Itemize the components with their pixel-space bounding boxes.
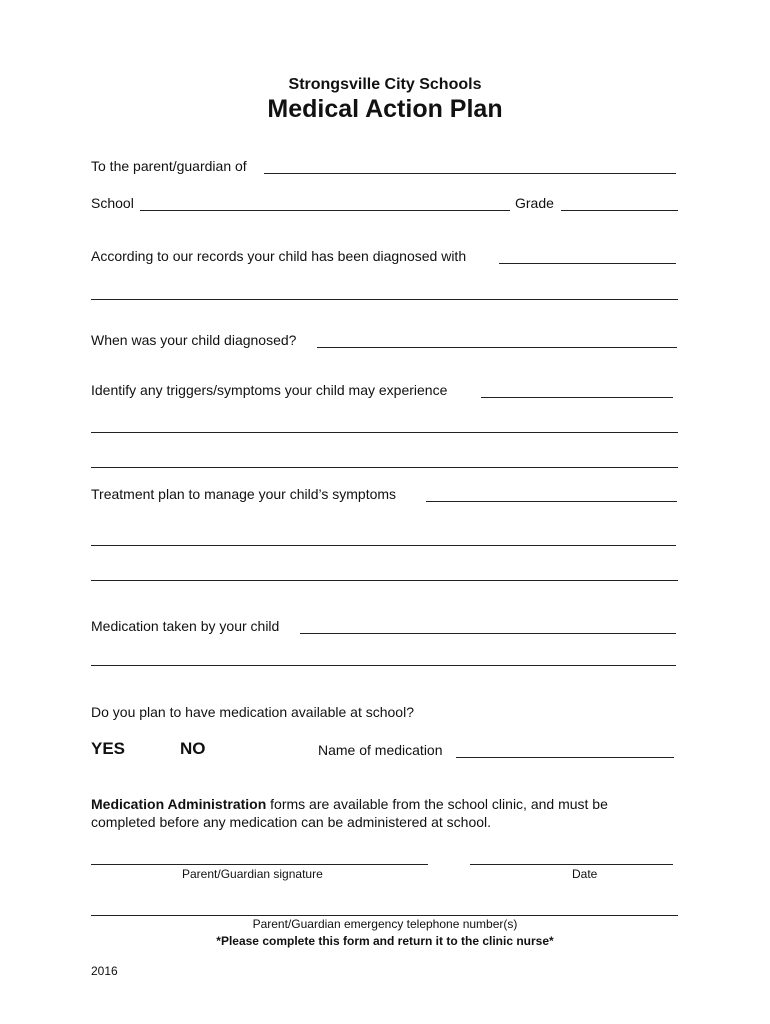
administration-notice-line-2: completed before any medication can be administered at school. [91, 814, 492, 830]
diagnosed-when-label: When was your child diagnosed? [91, 332, 297, 348]
footer-year: 2016 [91, 964, 118, 978]
diagnosis-field-continued[interactable] [91, 299, 678, 300]
treatment-field-line-3[interactable] [91, 580, 678, 581]
signature-field[interactable] [91, 864, 428, 865]
triggers-field[interactable] [481, 397, 673, 398]
no-option[interactable]: NO [180, 739, 206, 758]
yes-option[interactable]: YES [91, 739, 126, 758]
medication-school-question: Do you plan to have medication available at school? [91, 704, 414, 720]
diagnosis-field[interactable] [499, 263, 676, 264]
treatment-field[interactable] [426, 501, 677, 502]
triggers-field-line-3[interactable] [91, 467, 678, 468]
medication-label: Medication taken by your child [91, 618, 280, 634]
treatment-label: Treatment plan to manage your child’s symptoms [91, 486, 397, 502]
date-caption: Date [572, 867, 598, 881]
grade-label: Grade [515, 195, 554, 211]
triggers-label: Identify any triggers/symptoms your child may experience [91, 382, 448, 398]
school-label: School [91, 195, 134, 211]
signature-caption: Parent/Guardian signature [182, 867, 323, 881]
medication-field-line-2[interactable] [91, 665, 676, 666]
administration-notice-line-1 [91, 796, 608, 812]
child-name-field[interactable] [264, 173, 676, 174]
emergency-phone-field[interactable] [91, 915, 678, 916]
triggers-field-line-2[interactable] [91, 432, 678, 433]
district-name: Strongsville City Schools [288, 76, 482, 93]
date-field[interactable] [470, 864, 673, 865]
school-field[interactable] [140, 210, 510, 211]
emergency-phone-caption: Parent/Guardian emergency telephone number(s) [252, 917, 518, 931]
medication-name-field[interactable] [456, 757, 674, 758]
diagnosis-label: According to our records your child has been diagnosed with [91, 248, 467, 264]
administration-bold-lead: Medication Administration [91, 796, 267, 812]
grade-field[interactable] [561, 210, 678, 211]
parent-guardian-label: To the parent/guardian of [91, 158, 247, 174]
treatment-field-line-2[interactable] [91, 545, 676, 546]
page-title: Medical Action Plan [267, 95, 503, 123]
medication-name-label: Name of medication [318, 742, 443, 758]
administration-text-1: forms are available from the school clinic, and must be [266, 796, 608, 812]
medication-field[interactable] [300, 633, 676, 634]
return-note: *Please complete this form and return it to the clinic nurse* [216, 934, 554, 948]
diagnosed-when-field[interactable] [317, 347, 677, 348]
